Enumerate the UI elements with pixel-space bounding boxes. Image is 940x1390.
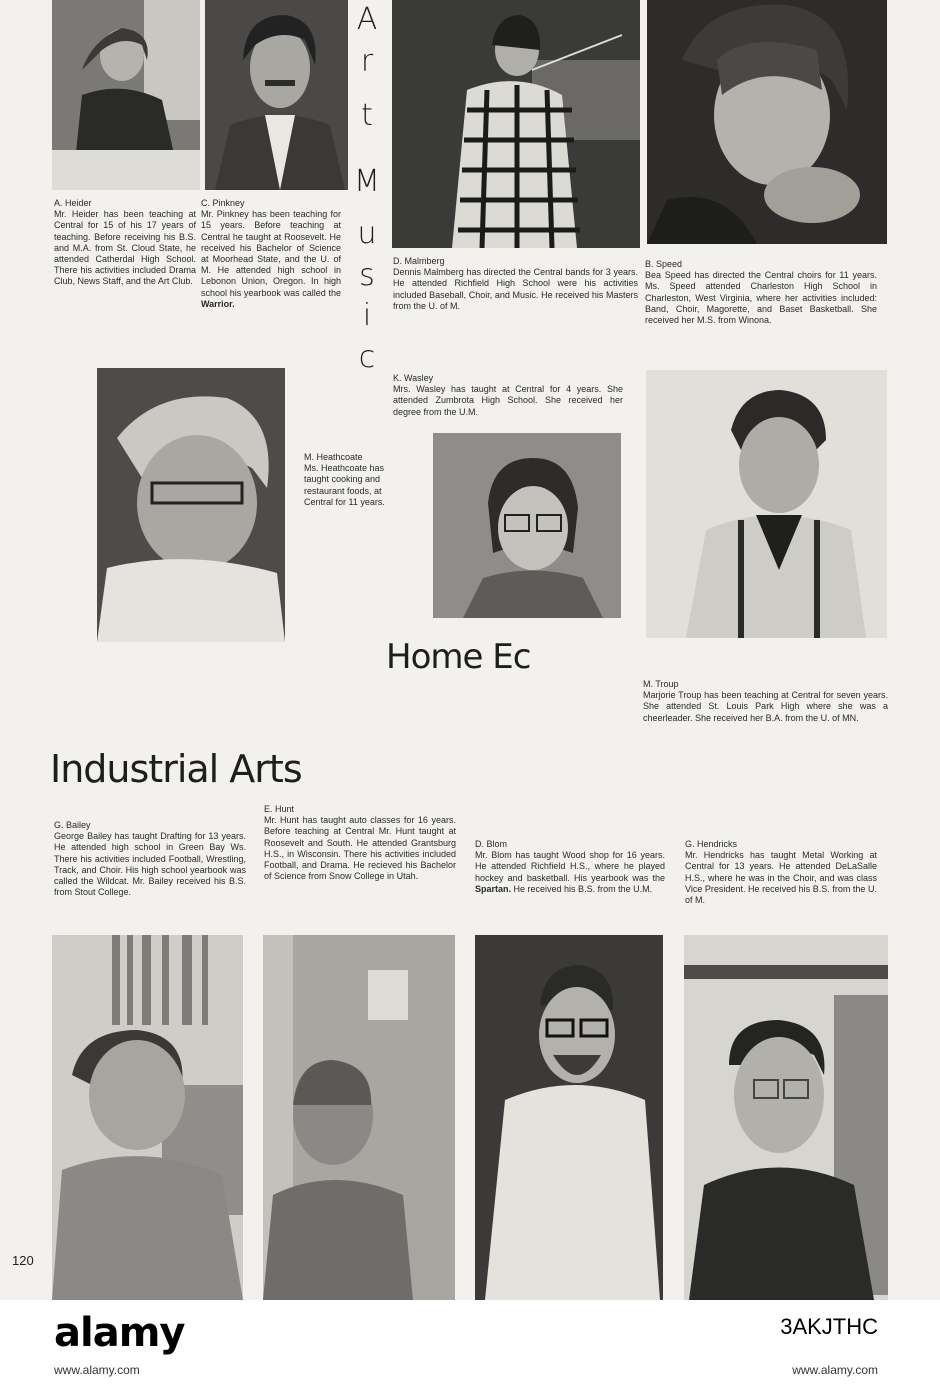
caption-bio: George Bailey has taught Drafting for 13 years. He attended high school in Green Bay Ws. There his activities included Football, Wrestling, Track, and Choir. His high school yearbook was called the Wildcat. Mr. Bailey received his B.S. from Stout College.	[54, 831, 246, 898]
caption-bio: Mr. Heider has been teaching at Central for 15 of his 17 years of teaching. Before receiving his B.S. and M.A. from St. Cloud State, he attended Catherdal High School. There his activities included Drama Club, News Staff, and the Art Club.	[54, 209, 196, 287]
caption-name: D. Malmberg	[393, 256, 445, 266]
photo-blom	[475, 935, 663, 1300]
caption-name: D. Blom	[475, 839, 508, 849]
caption-bio: Mr. Hendricks has taught Metal Working at Central for 13 years. He attended DeLaSalle H.S., where he was in the Choir, and was class Vice President. He received his B.S. from the U. of M.	[685, 850, 877, 906]
caption-troup	[643, 679, 888, 724]
photo-bailey	[52, 935, 243, 1300]
caption-bio: Mr. Hunt has taught auto classes for 16 years. Before teaching at Central Mr. Hunt taught at Roosevelt and South. He attended Grantsburg H.S., in Wisconsin. There his activities included Football, and Drama. He recieved his Bachelor of Science from Snow College in Utah.	[264, 815, 456, 882]
caption-name: M. Heathcoate	[304, 452, 363, 462]
photo-malmberg	[392, 0, 640, 248]
caption-speed	[645, 259, 877, 326]
watermark-footer	[0, 1300, 940, 1390]
caption-pinkney	[201, 198, 341, 310]
caption-bio: Mr. Pinkney has been teaching for 15 years. Before teaching at Central he taught at Roosevelt. He received his Bachelor of Science at Moorhead State, and the U. of M. He attended high school in Lebonon Union, Oregon. In high school his yearbook was called the Warrior.	[201, 209, 341, 309]
photo-wasley	[433, 433, 621, 618]
heading-music-letter-4: i	[362, 298, 372, 333]
caption-name: E. Hunt	[264, 804, 295, 814]
heading-art-letter-3: t	[361, 98, 373, 133]
heading-music-letter-5: c	[358, 340, 376, 375]
heading-industrial-arts: Industrial Arts	[50, 747, 302, 791]
footer-meta: www.alamy.com	[54, 1363, 140, 1377]
caption-hendricks	[685, 839, 877, 906]
photo-troup	[646, 370, 887, 638]
photo-hendricks	[684, 935, 888, 1300]
caption-name: G. Hendricks	[685, 839, 738, 849]
photo-heider	[52, 0, 200, 190]
yearbook-name: Spartan.	[475, 883, 512, 894]
caption-bio: Dennis Malmberg has directed the Central bands for 3 years. He attended Richfield High School were his activities included Baseball, Choir, and Music. He received his Masters from the U. of M.	[393, 267, 638, 311]
heading-art-letter-1: A	[356, 2, 378, 37]
caption-wasley	[393, 373, 623, 418]
caption-hunt	[264, 804, 456, 882]
image-id: 3AKJTHC	[780, 1314, 878, 1339]
footer-url: www.alamy.com	[792, 1363, 878, 1377]
heading-art-letter-2: r	[360, 44, 374, 79]
heading-music-letter-1: M	[354, 164, 380, 199]
photo-pinkney	[205, 0, 348, 190]
yearbook-name: Warrior.	[201, 298, 235, 309]
caption-name: M. Troup	[643, 679, 679, 689]
caption-bio: Mrs. Wasley has taught at Central for 4 years. She attended Zumbrota High School. She received her degree from the U.M.	[393, 384, 623, 417]
caption-heathcoate	[304, 452, 408, 508]
alamy-logo: alamy	[54, 1310, 185, 1356]
caption-bio: Ms. Heathcoate has taught cooking and restaurant foods, at Central for 11 years.	[304, 463, 385, 507]
caption-bio: Bea Speed has directed the Central choirs for 11 years. Ms. Speed attended Charleston High School in Charleston, West Virginia, where her activities included: Band, Choir, Magorette, and Baset Basketball. She received her M.S. from Winona.	[645, 270, 877, 326]
caption-bio: Marjorie Troup has been teaching at Central for seven years. She attended St. Louis Park High where she was a cheerleader. She received her B.A. from the U. of MN.	[643, 690, 888, 723]
photo-hunt	[263, 935, 455, 1300]
photo-speed	[647, 0, 887, 244]
caption-bio: Mr. Blom has taught Wood shop for 16 years. He attended Richfield H.S., where he played hockey and basketball. His yearbook was the Spartan. He received his B.S. from the U.M.	[475, 850, 665, 894]
heading-music-letter-3: s	[359, 258, 375, 293]
caption-name: K. Wasley	[393, 373, 434, 383]
heading-music-letter-2: u	[357, 216, 377, 251]
caption-name: C. Pinkney	[201, 198, 245, 208]
page-number: 120	[12, 1253, 34, 1268]
caption-name: B. Speed	[645, 259, 683, 269]
caption-name: G. Bailey	[54, 820, 91, 830]
caption-bailey	[54, 820, 246, 898]
heading-home-ec: Home Ec	[386, 637, 531, 677]
caption-malmberg	[393, 256, 638, 312]
photo-heathcoate	[97, 368, 285, 642]
caption-heider	[54, 198, 196, 288]
caption-name: A. Heider	[54, 198, 92, 208]
caption-blom	[475, 839, 665, 895]
